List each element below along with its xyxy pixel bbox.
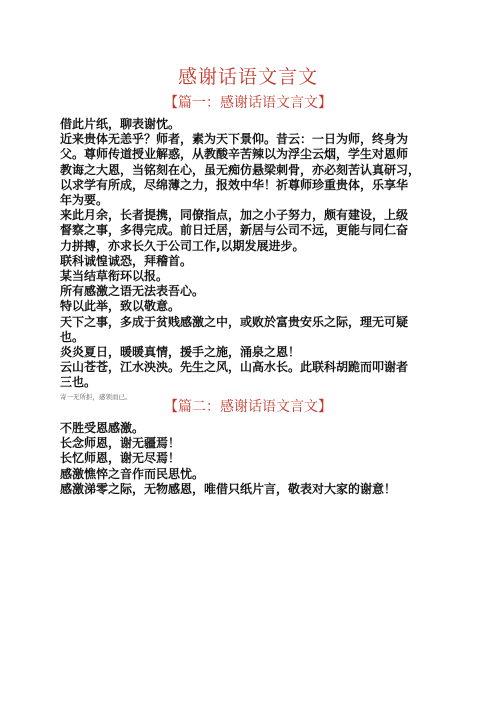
paragraph-line: 来此月余，长者提携，同僚指点，加之小子努力，颇有建设，上级	[60, 208, 409, 223]
paragraph-line: 长忆师恩，谢无尽焉！	[60, 451, 181, 466]
paragraph-line: 也。	[60, 329, 85, 344]
section-heading-1: 【篇一：感谢话语文言文】	[164, 95, 332, 111]
paragraph-line: 近来贵体无恙乎？师者，素为天下景仰。昔云：一日为师，终身为	[60, 132, 409, 147]
paragraph-line: 感激涕零之际，无物感恩，唯借只纸片言，敬表对大家的谢意！	[60, 481, 397, 496]
paragraph-line: 炎炎夏日，暖暖真情，援手之施，涌泉之恩！	[60, 345, 301, 360]
paragraph-line: 不胜受恩感激。	[60, 421, 145, 435]
paragraph-line: 父。尊师传道授业解惑，从教酸辛苦辣以为浮尘云烟，学生对恩师	[60, 147, 409, 162]
paragraph-line: 以求学有所成，尽绵薄之力，报效中华！祈尊师珍重贵体，乐享华	[60, 177, 409, 192]
paragraph-line: 所有感激之语无法表吾心。	[60, 284, 205, 299]
document-title: 感谢话语文言文	[177, 66, 318, 88]
paragraph-line: 长念师恩，谢无疆焉！	[60, 436, 181, 451]
paragraph-line: 三也。	[60, 375, 97, 390]
paragraph-line: 联科诚惶诚恐，拜稽首。	[60, 253, 193, 268]
section-2-body	[60, 421, 440, 497]
paragraph-line: 天下之事，多成于贫贱感激之中，或败於富贵安乐之际，理无可疑	[60, 314, 409, 329]
paragraph-line: 督察之事，多得完成。前日迁居，新居与公司不远，更能与同仁奋	[60, 223, 409, 238]
small-note: 寄一无所拒，感领而已。	[60, 392, 132, 401]
paragraph-line: 借此片纸，聊表谢忱。	[60, 117, 181, 131]
paragraph-line: 某当结草衔环以报。	[60, 269, 169, 284]
paragraph-line: 力拼搏，亦求长久于公司工作,以期发展进步。	[60, 238, 305, 253]
paragraph-line: 感激憔悴之音作而民思忧。	[60, 466, 205, 481]
section-heading-2: 【篇二：感谢话语文言文】	[164, 399, 332, 415]
section-1-body	[60, 117, 440, 403]
paragraph-line: 云山苍苍，江水泱泱。先生之风，山高水长。此联科胡跪而叩谢者	[60, 360, 409, 375]
paragraph-line: 教诲之大恩，当铭刻在心，虽无痴仿悬梁刺骨，亦必刻苦认真研习，	[60, 162, 421, 177]
paragraph-line: 年为要。	[60, 193, 109, 208]
paragraph-line: 特以此举，致以敬意。	[60, 299, 181, 314]
